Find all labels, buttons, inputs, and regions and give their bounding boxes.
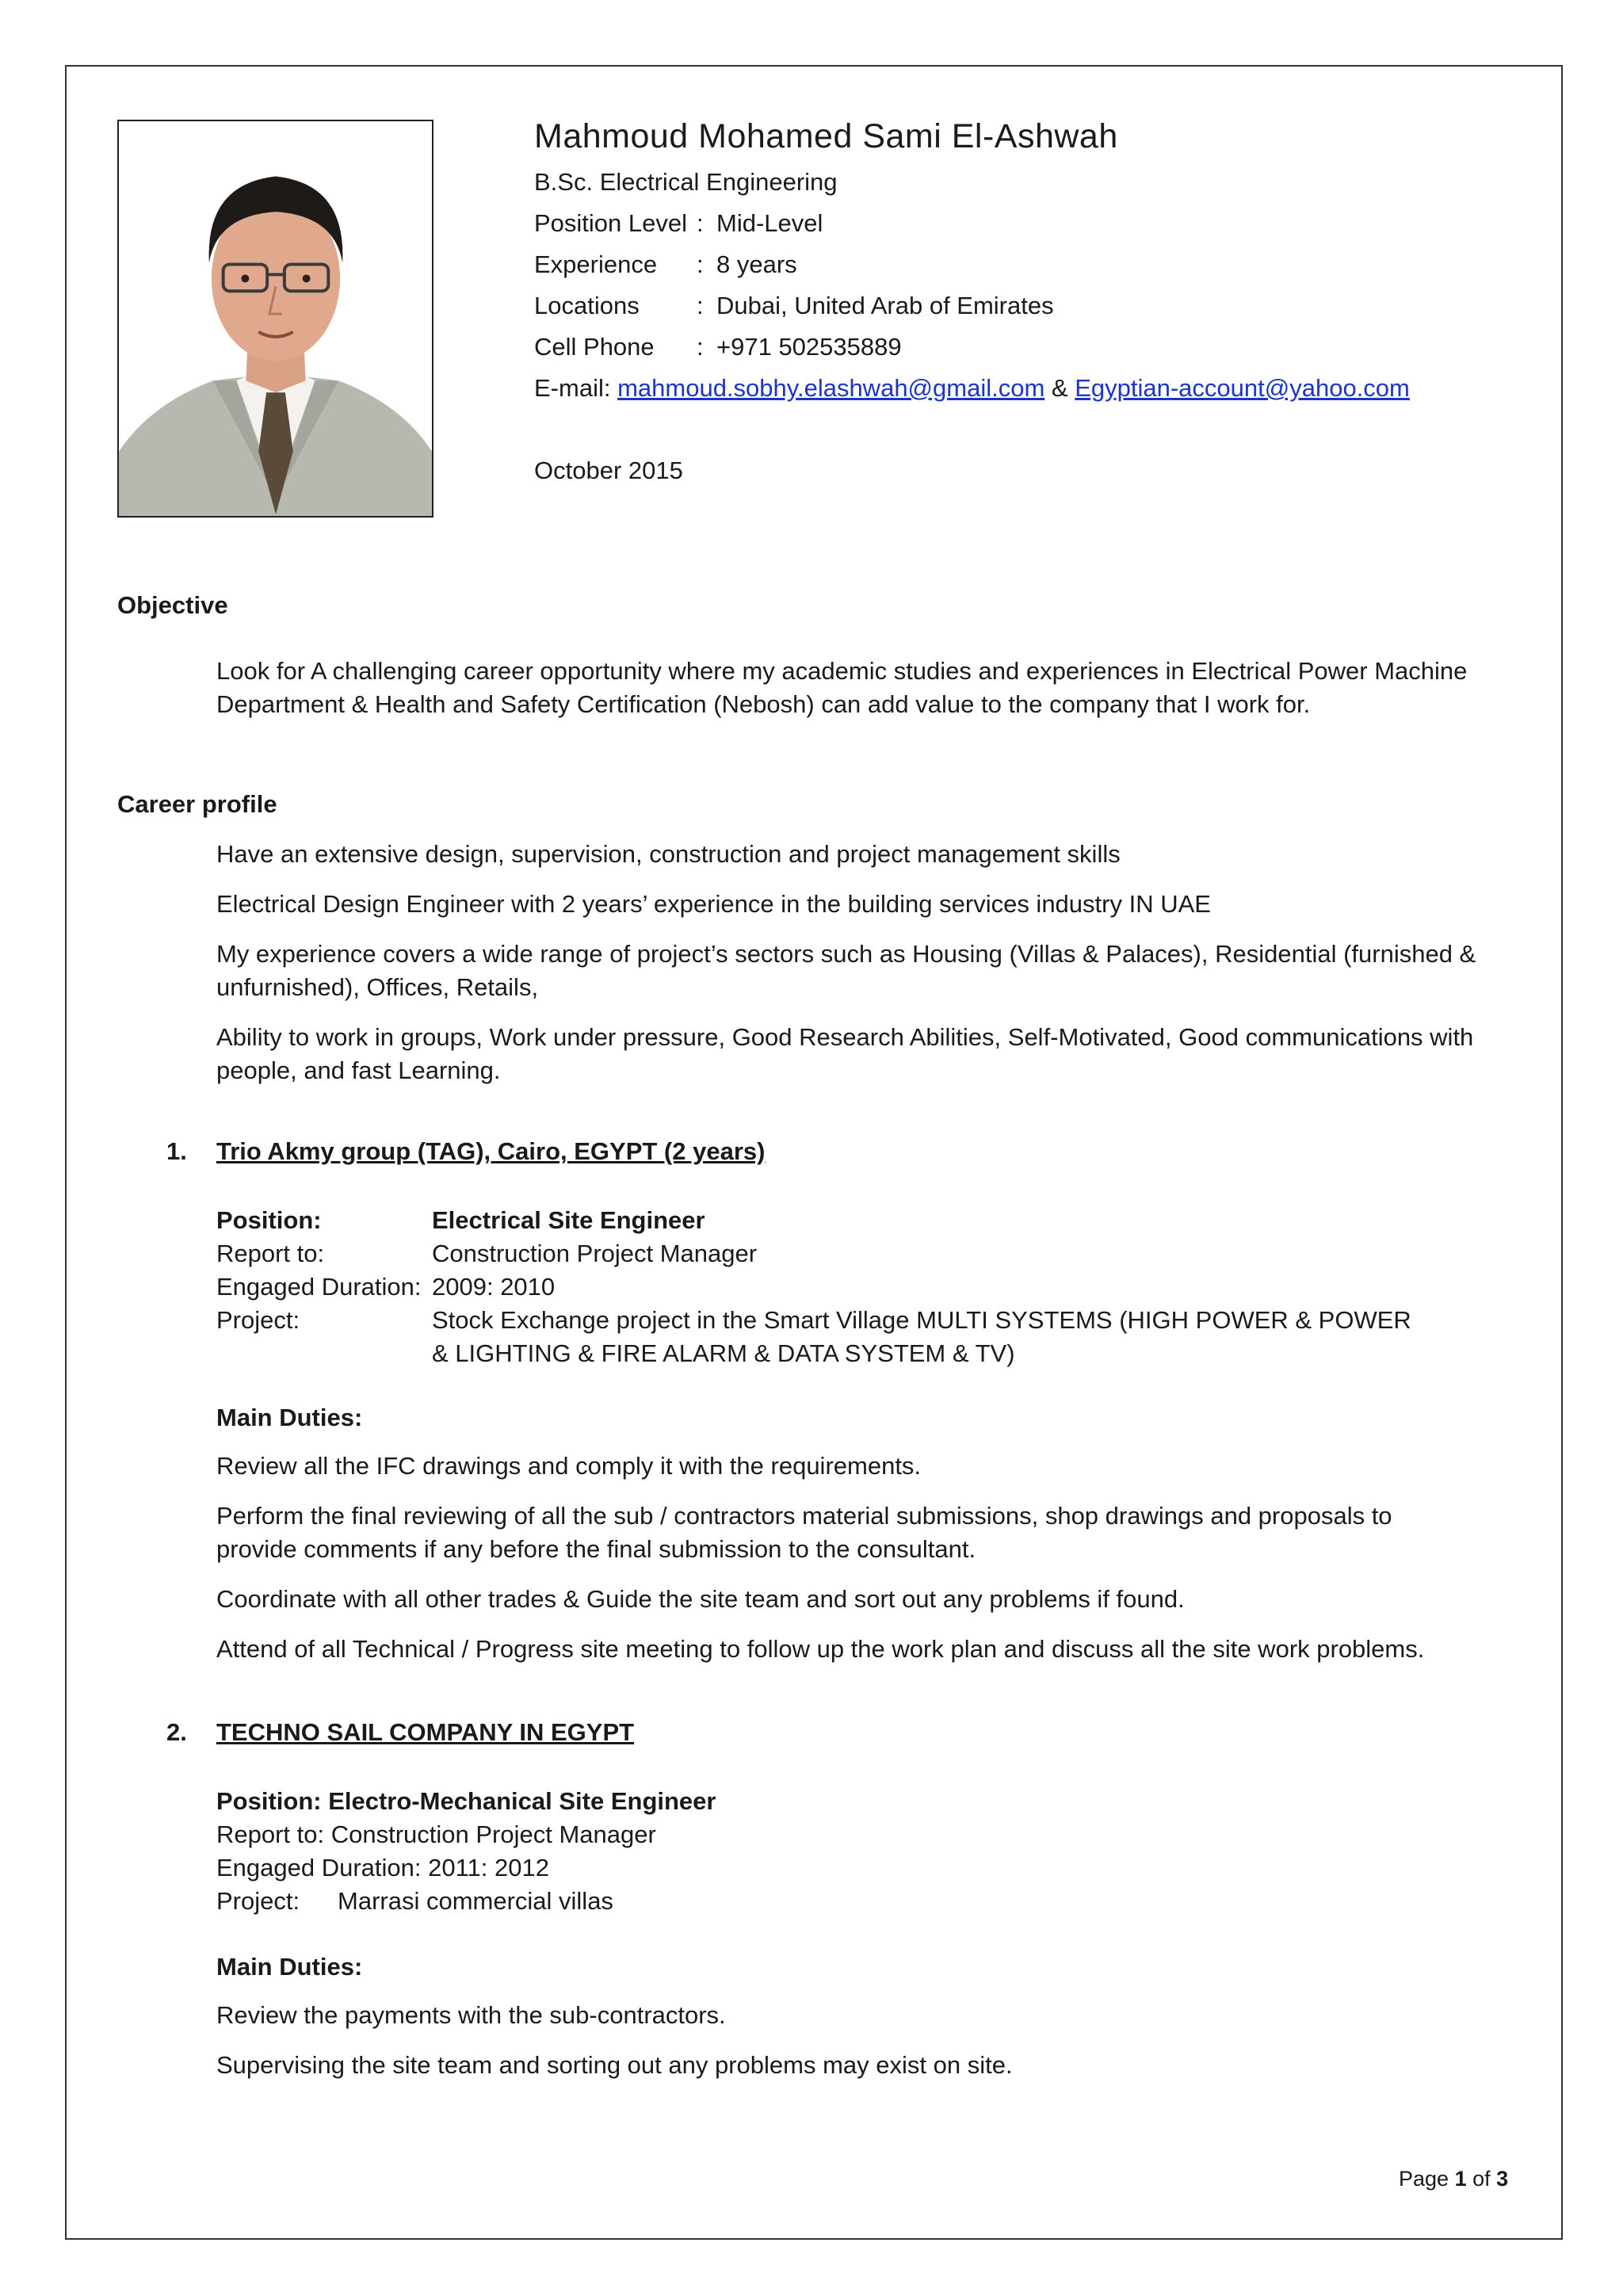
detail-label: Experience bbox=[534, 250, 658, 278]
job-1-duration bbox=[216, 1270, 555, 1304]
job-2-title bbox=[166, 1718, 634, 1747]
row-label: Report to: bbox=[216, 1240, 325, 1267]
email-link-yahoo[interactable]: Egyptian-account@yahoo.com bbox=[1075, 374, 1410, 402]
career-item: Have an extensive design, supervision, construction and project management skills bbox=[216, 840, 1121, 868]
colon: : bbox=[697, 333, 704, 361]
career-item: My experience covers a wide range of project’s sectors such as Housing (Villas & Palaces), Residential (furnished & unfurnished), Offices, Retails, bbox=[216, 940, 1476, 1001]
objective-title: Objective bbox=[117, 591, 228, 619]
duty-item: Review the payments with the sub-contractors. bbox=[216, 2001, 726, 2029]
job-1-position bbox=[216, 1204, 705, 1237]
job-2-duties-title: Main Duties: bbox=[216, 1953, 363, 1981]
duty-item: Review all the IFC drawings and comply it with the requirements. bbox=[216, 1452, 922, 1480]
job-company: TECHNO SAIL COMPANY IN EGYPT bbox=[216, 1718, 635, 1746]
current-page: 1 bbox=[1454, 2167, 1467, 2191]
career-profile-title: Career profile bbox=[117, 790, 277, 818]
page-number bbox=[1399, 2167, 1508, 2191]
objective-text: Look for A challenging career opportunity where my academic studies and experiences in Electrical Power Machine Department & Health and Safety Certification (Nebosh) can add value to the company that I work for. bbox=[216, 657, 1468, 718]
profile-photo bbox=[117, 120, 433, 518]
colon: : bbox=[697, 292, 704, 319]
row-label: Project: bbox=[216, 1306, 300, 1334]
duty-item: Supervising the site team and sorting out any problems may exist on site. bbox=[216, 2051, 1013, 2079]
email-separator: & bbox=[1051, 374, 1068, 402]
job-company: Trio Akmy group (TAG), Cairo, EGYPT (2 years) bbox=[216, 1137, 766, 1165]
row-value: 2009: 2010 bbox=[432, 1273, 556, 1301]
detail-value: 8 years bbox=[716, 250, 797, 278]
row-value: Construction Project Manager bbox=[432, 1240, 758, 1267]
detail-label: Cell Phone bbox=[534, 333, 655, 361]
email-link-gmail[interactable]: mahmoud.sobhy.elashwah@gmail.com bbox=[617, 374, 1045, 402]
detail-value: Dubai, United Arab of Emirates bbox=[716, 292, 1054, 319]
job-2-report-to: Report to: Construction Project Manager bbox=[216, 1820, 656, 1848]
job-2-project bbox=[216, 1885, 613, 1918]
row-value: Marrasi commercial villas bbox=[338, 1887, 613, 1915]
degree: B.Sc. Electrical Engineering bbox=[534, 168, 838, 196]
detail-position-level bbox=[534, 209, 823, 238]
detail-locations bbox=[534, 292, 1054, 320]
colon: : bbox=[697, 209, 704, 237]
detail-label: Position Level bbox=[534, 209, 688, 237]
row-label: Position: bbox=[216, 1206, 322, 1234]
job-number: 1. bbox=[166, 1137, 187, 1165]
job-2-position: Position: Electro-Mechanical Site Engineer bbox=[216, 1787, 716, 1815]
row-label: Project: bbox=[216, 1887, 300, 1915]
detail-value: +971 502535889 bbox=[716, 333, 902, 361]
row-value: Stock Exchange project in the Smart Village MULTI SYSTEMS (HIGH POWER & POWER & LIGHTING & FIRE ALARM & DATA SYSTEM & TV) bbox=[432, 1306, 1411, 1367]
detail-label: Locations bbox=[534, 292, 640, 319]
job-2-duration: Engaged Duration: 2011: 2012 bbox=[216, 1854, 549, 1881]
detail-experience bbox=[534, 250, 797, 279]
job-1-report-to bbox=[216, 1237, 757, 1270]
career-item: Electrical Design Engineer with 2 years’ experience in the building services industry IN UAE bbox=[216, 890, 1211, 918]
portrait-illustration bbox=[119, 121, 432, 516]
duty-item: Perform the final reviewing of all the sub / contractors material submissions, shop drawings and proposals to provide comments if any before the final submission to the consultant. bbox=[216, 1502, 1392, 1563]
row-label: Engaged Duration: bbox=[216, 1273, 422, 1301]
career-item: Ability to work in groups, Work under pressure, Good Research Abilities, Self-Motivated, Good communications with people, and fast Learning. bbox=[216, 1023, 1474, 1084]
job-1-title bbox=[166, 1137, 765, 1166]
candidate-name: Mahmoud Mohamed Sami El-Ashwah bbox=[534, 117, 1118, 155]
duty-item: Coordinate with all other trades & Guide the site team and sort out any problems if found. bbox=[216, 1585, 1185, 1613]
cv-date: October 2015 bbox=[534, 457, 683, 484]
of-word: of bbox=[1472, 2167, 1491, 2191]
job-1-project bbox=[216, 1304, 1484, 1370]
email-label: E-mail: bbox=[534, 374, 611, 402]
page-word: Page bbox=[1399, 2167, 1449, 2191]
job-number: 2. bbox=[166, 1718, 187, 1746]
row-value: Electrical Site Engineer bbox=[432, 1206, 705, 1234]
total-pages: 3 bbox=[1496, 2167, 1509, 2191]
colon: : bbox=[697, 250, 704, 278]
job-1-duties-title: Main Duties: bbox=[216, 1404, 363, 1431]
duty-item: Attend of all Technical / Progress site meeting to follow up the work plan and discuss all the site work problems. bbox=[216, 1635, 1425, 1663]
detail-value: Mid-Level bbox=[716, 209, 823, 237]
email-line bbox=[534, 374, 1410, 403]
detail-cell-phone bbox=[534, 333, 902, 361]
